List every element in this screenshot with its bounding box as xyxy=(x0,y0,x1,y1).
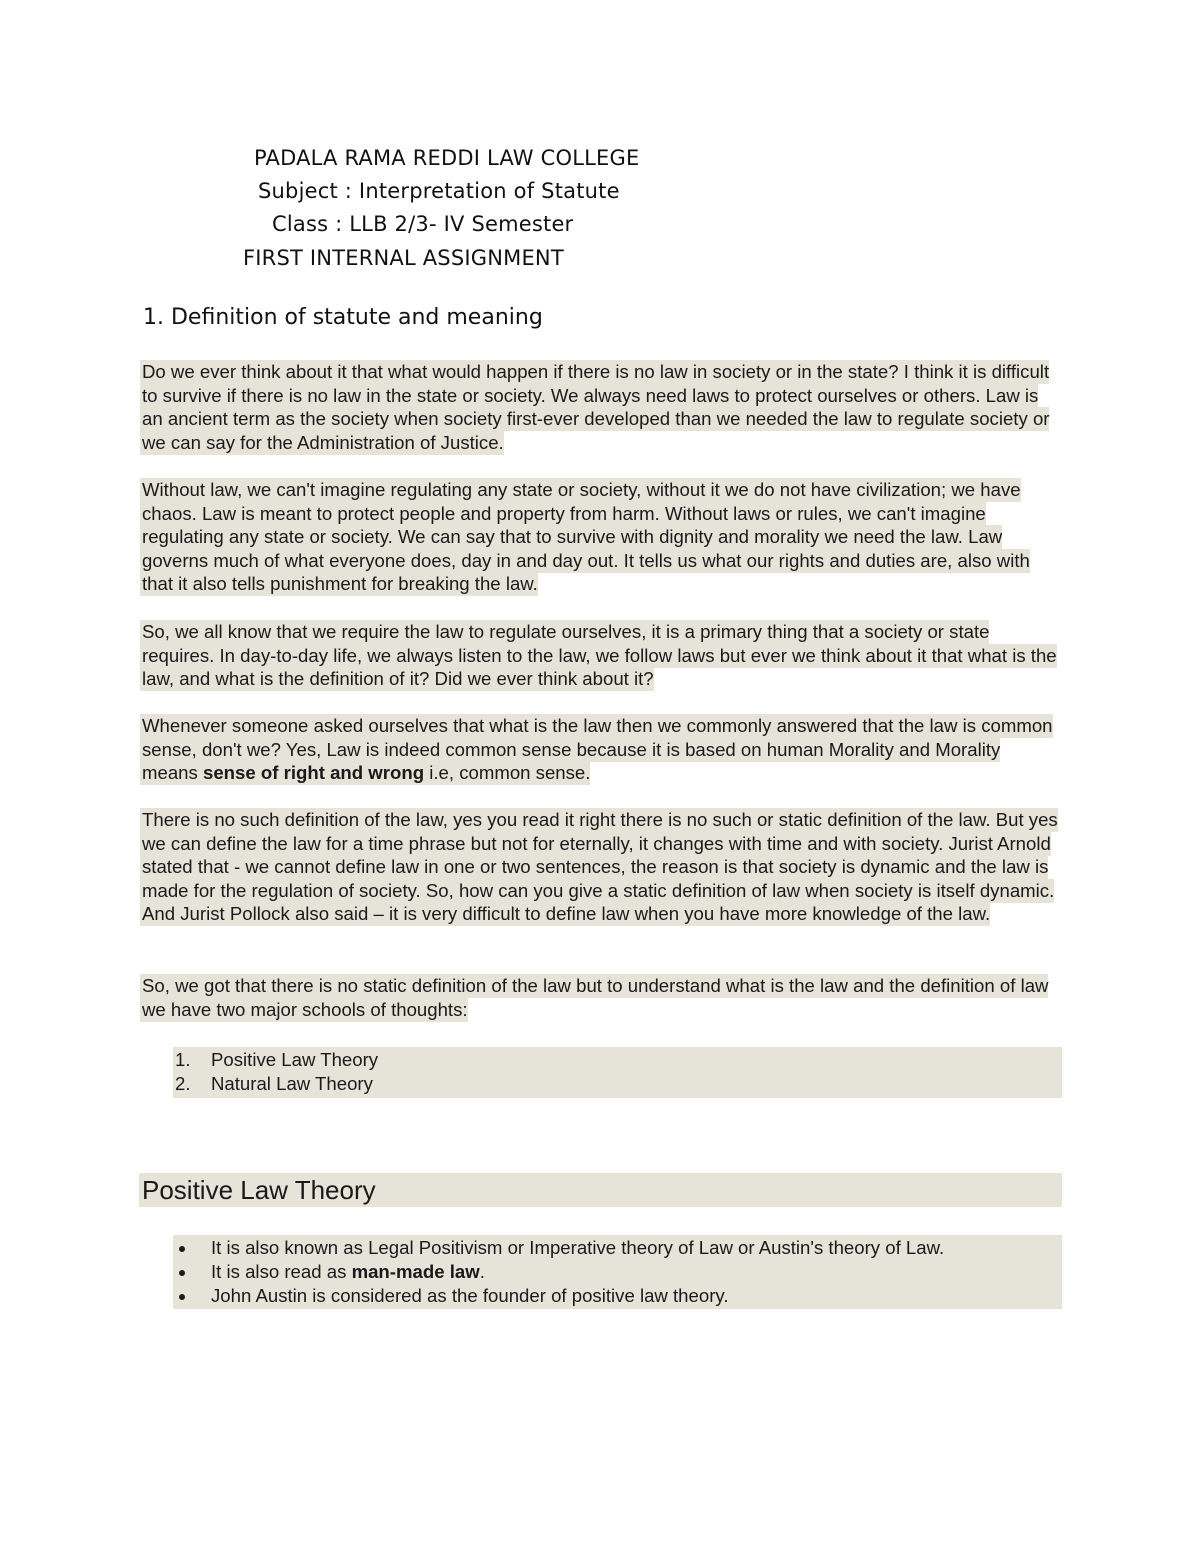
paragraph-3-text: So, we all know that we require the law to regulate ourselves, it is a primary thing that a society or state requires. In day-to-day life, we always listen to the law, we follow laws but ever we think about it that what is the law, and what is the definition of it? Did we ever think about it? xyxy=(142,621,1057,690)
paragraph-5-text: There is no such definition of the law, yes you read it right there is no such or static definition of the law. But yes we can define the law for a time phrase but not for eternally, it changes with time and with society. Jurist Arnold stated that - we cannot define law in one or two sentences, the reason is that society is dynamic and the law is made for the regulation of society. So, how can you give a static definition of law when society is itself dynamic. And Jurist Pollock also said – it is very difficult to define law when you have more knowledge of the law. xyxy=(142,809,1058,925)
paragraph-2-text: Without law, we can't imagine regulating any state or society, without it we do not have civilization; we have chaos. Law is meant to protect people and property from harm. Without laws or rules, we can't imagine regulating any state or society. We can say that to survive with dignity and morality we need the law. Law governs much of what everyone does, day in and day out. It tells us what our rights and duties are, also with that it also tells punishment for breaking the law. xyxy=(142,479,1030,595)
paragraph-4 xyxy=(140,714,1060,785)
college-name: PADALA RAMA REDDI LAW COLLEGE xyxy=(254,146,640,170)
paragraph-2 xyxy=(140,478,1060,596)
paragraph-4-text-b: i.e, common sense. xyxy=(424,762,591,784)
list-item-number: 1. xyxy=(175,1049,191,1070)
list-item xyxy=(173,1260,1062,1284)
list-item-text: It is also known as Legal Positivism or Imperative theory of Law or Austin's theory of Law. xyxy=(211,1237,945,1258)
bullet-icon xyxy=(179,1270,185,1276)
paragraph-6-text: So, we got that there is no static definition of the law but to understand what is the law and the definition of law we have two major schools of thoughts: xyxy=(142,975,1049,1020)
paragraph-1-text: Do we ever think about it that what would happen if there is no law in society or in the state? I think it is difficult to survive if there is no law in the state or society. We always need laws to protect ourselves or others. Law is an ancient term as the society when society first-ever developed than we needed the law to regulate society or we can say for the Administration of Justice. xyxy=(142,361,1050,453)
list-item-text-a: It is also read as xyxy=(211,1261,352,1282)
bullet-icon xyxy=(179,1294,185,1300)
list-item-bold: man-made law xyxy=(351,1261,480,1282)
assignment-title: FIRST INTERNAL ASSIGNMENT xyxy=(243,246,564,270)
list-item-number: 2. xyxy=(175,1073,191,1094)
schools-list xyxy=(173,1047,1062,1098)
paragraph-3 xyxy=(140,620,1060,691)
paragraph-6 xyxy=(140,974,1060,1021)
subject-line: Subject : Interpretation of Statute xyxy=(258,179,620,203)
list-item-label: Natural Law Theory xyxy=(211,1073,373,1094)
list-item xyxy=(173,1048,1062,1072)
paragraph-4-bold: sense of right and wrong xyxy=(202,762,425,784)
positive-bullet-list xyxy=(173,1235,1062,1309)
class-line: Class : LLB 2/3- IV Semester xyxy=(272,212,574,236)
positive-law-heading: Positive Law Theory xyxy=(139,1173,1062,1207)
list-item-text xyxy=(211,1260,485,1284)
list-item-label: Positive Law Theory xyxy=(211,1049,379,1070)
paragraph-5 xyxy=(140,808,1060,926)
bullet-icon xyxy=(179,1246,185,1252)
list-item xyxy=(173,1284,1062,1308)
list-item xyxy=(173,1236,1062,1260)
paragraph-4-text-a: Whenever someone asked ourselves that what is the law then we commonly answered that the law is common sense, don't we? Yes, Law is indeed common sense because it is based on human Morality and Morality means xyxy=(142,715,1053,784)
list-item-text: John Austin is considered as the founder of positive law theory. xyxy=(211,1285,729,1306)
list-item-text-b: . xyxy=(479,1261,485,1282)
paragraph-1 xyxy=(140,360,1060,454)
section-heading: 1. Definition of statute and meaning xyxy=(143,305,543,330)
list-item xyxy=(173,1072,1062,1096)
